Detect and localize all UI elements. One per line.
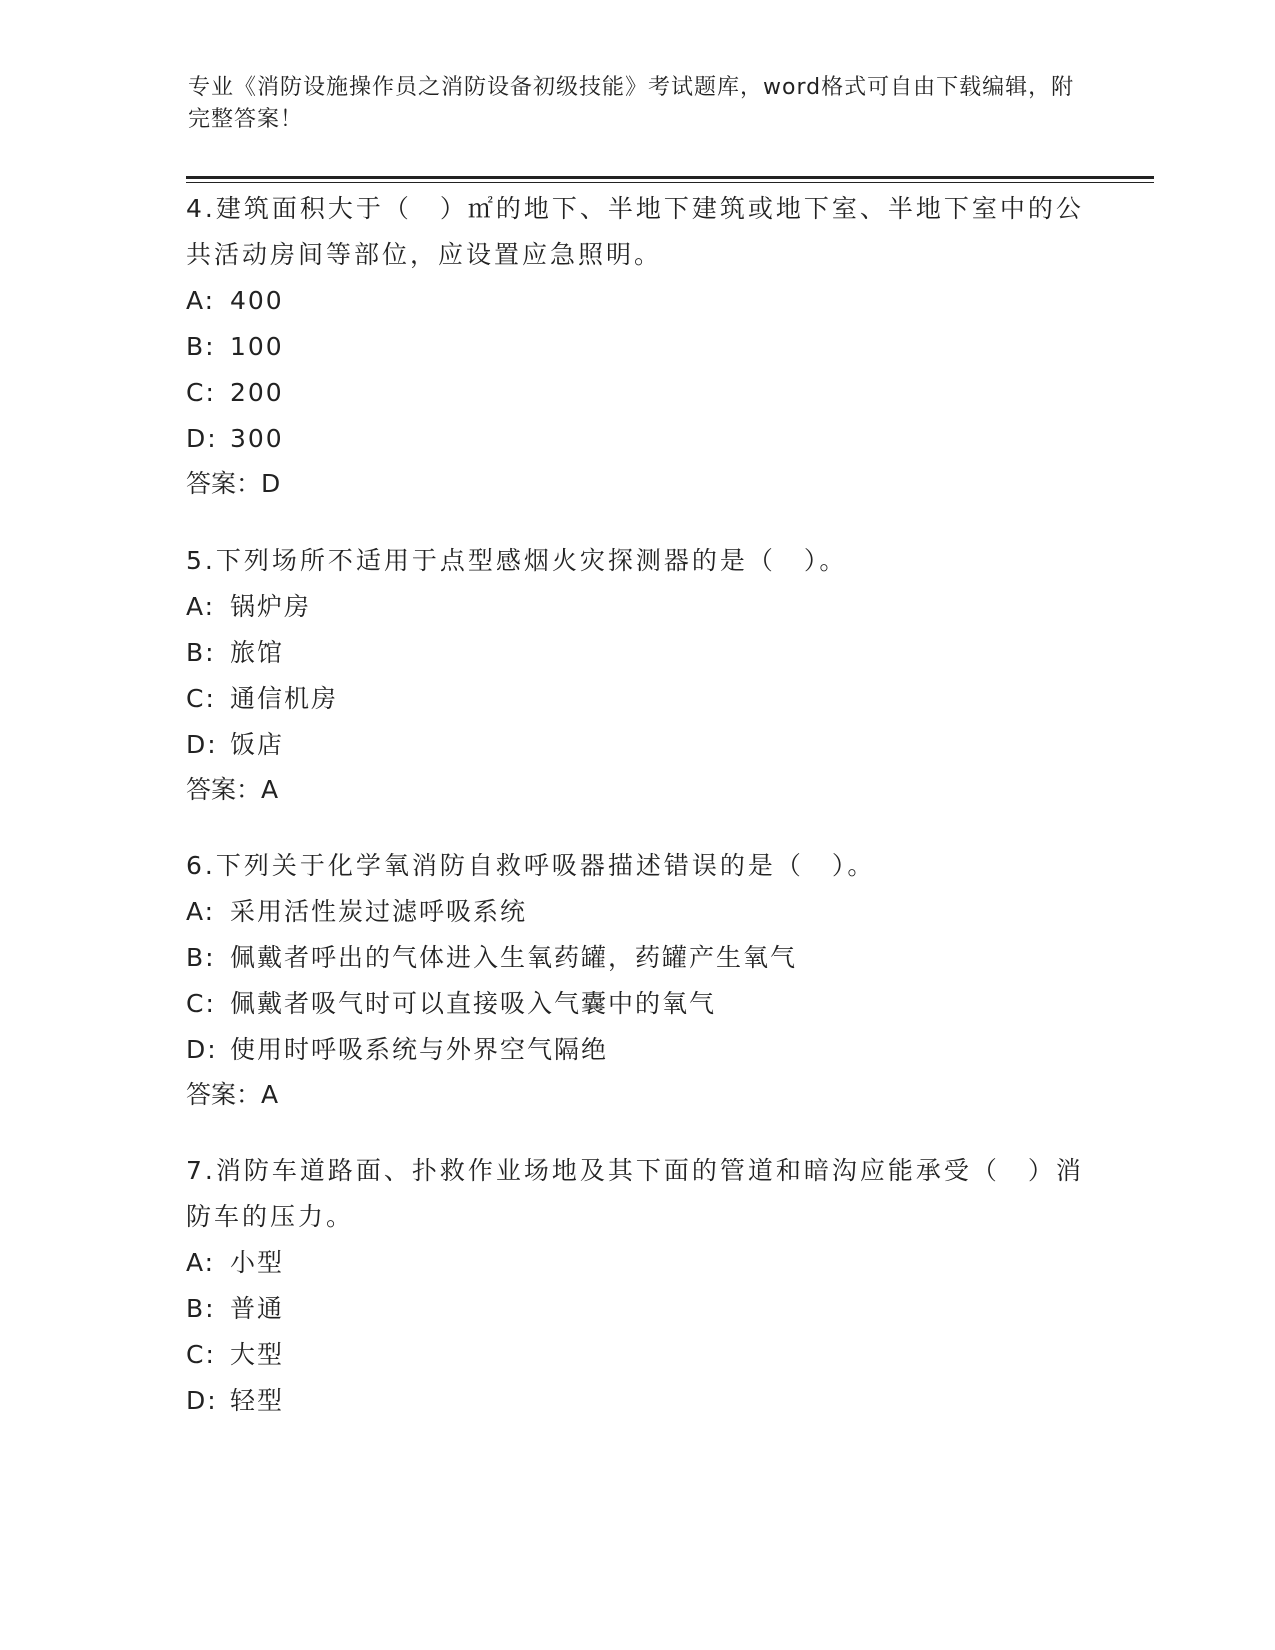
question-7-option-a: A: 小型 xyxy=(186,1248,285,1277)
question-5 xyxy=(186,538,1086,812)
question-7-option-b: B: 普通 xyxy=(186,1294,285,1323)
question-6-answer: 答案：A xyxy=(186,1080,279,1109)
question-5-text: 5.下列场所不适用于点型感烟火灾探测器的是（ ）。 xyxy=(186,546,848,575)
question-5-option-a: A: 锅炉房 xyxy=(186,592,312,621)
question-4-option-a: A: 400 xyxy=(186,286,284,315)
header-divider-thick xyxy=(186,176,1154,179)
document-intro: 专业《消防设施操作员之消防设备初级技能》考试题库，word格式可自由下载编辑，附完整答案！ xyxy=(188,75,1075,132)
question-4-answer: 答案：D xyxy=(186,469,281,498)
question-5-answer: 答案：A xyxy=(186,775,279,804)
question-5-option-b: B: 旅馆 xyxy=(186,638,285,667)
question-6-option-a: A: 采用活性炭过滤呼吸系统 xyxy=(186,897,528,926)
question-5-option-c: C: 通信机房 xyxy=(186,684,339,713)
question-6-option-c: C: 佩戴者吸气时可以直接吸入气囊中的氧气 xyxy=(186,989,717,1018)
question-4 xyxy=(186,186,1086,506)
question-6 xyxy=(186,843,1086,1117)
question-6-text: 6.下列关于化学氧消防自救呼吸器描述错误的是（ ）。 xyxy=(186,851,876,880)
question-6-option-b: B: 佩戴者呼出的气体进入生氧药罐，药罐产生氧气 xyxy=(186,943,798,972)
question-6-option-d: D: 使用时呼吸系统与外界空气隔绝 xyxy=(186,1035,609,1064)
question-7-text: 7.消防车道路面、扑救作业场地及其下面的管道和暗沟应能承受（ ）消防车的压力。 xyxy=(186,1156,1084,1231)
question-7 xyxy=(186,1148,1086,1424)
question-4-option-c: C: 200 xyxy=(186,378,284,407)
question-4-option-b: B: 100 xyxy=(186,332,284,361)
question-7-option-d: D: 轻型 xyxy=(186,1386,285,1415)
header-divider-thin xyxy=(186,182,1154,183)
question-5-option-d: D: 饭店 xyxy=(186,730,285,759)
question-7-option-c: C: 大型 xyxy=(186,1340,285,1369)
question-4-text: 4.建筑面积大于（ ）㎡的地下、半地下建筑或地下室、半地下室中的公共活动房间等部位，应设置应急照明。 xyxy=(186,194,1084,269)
question-4-option-d: D: 300 xyxy=(186,424,284,453)
